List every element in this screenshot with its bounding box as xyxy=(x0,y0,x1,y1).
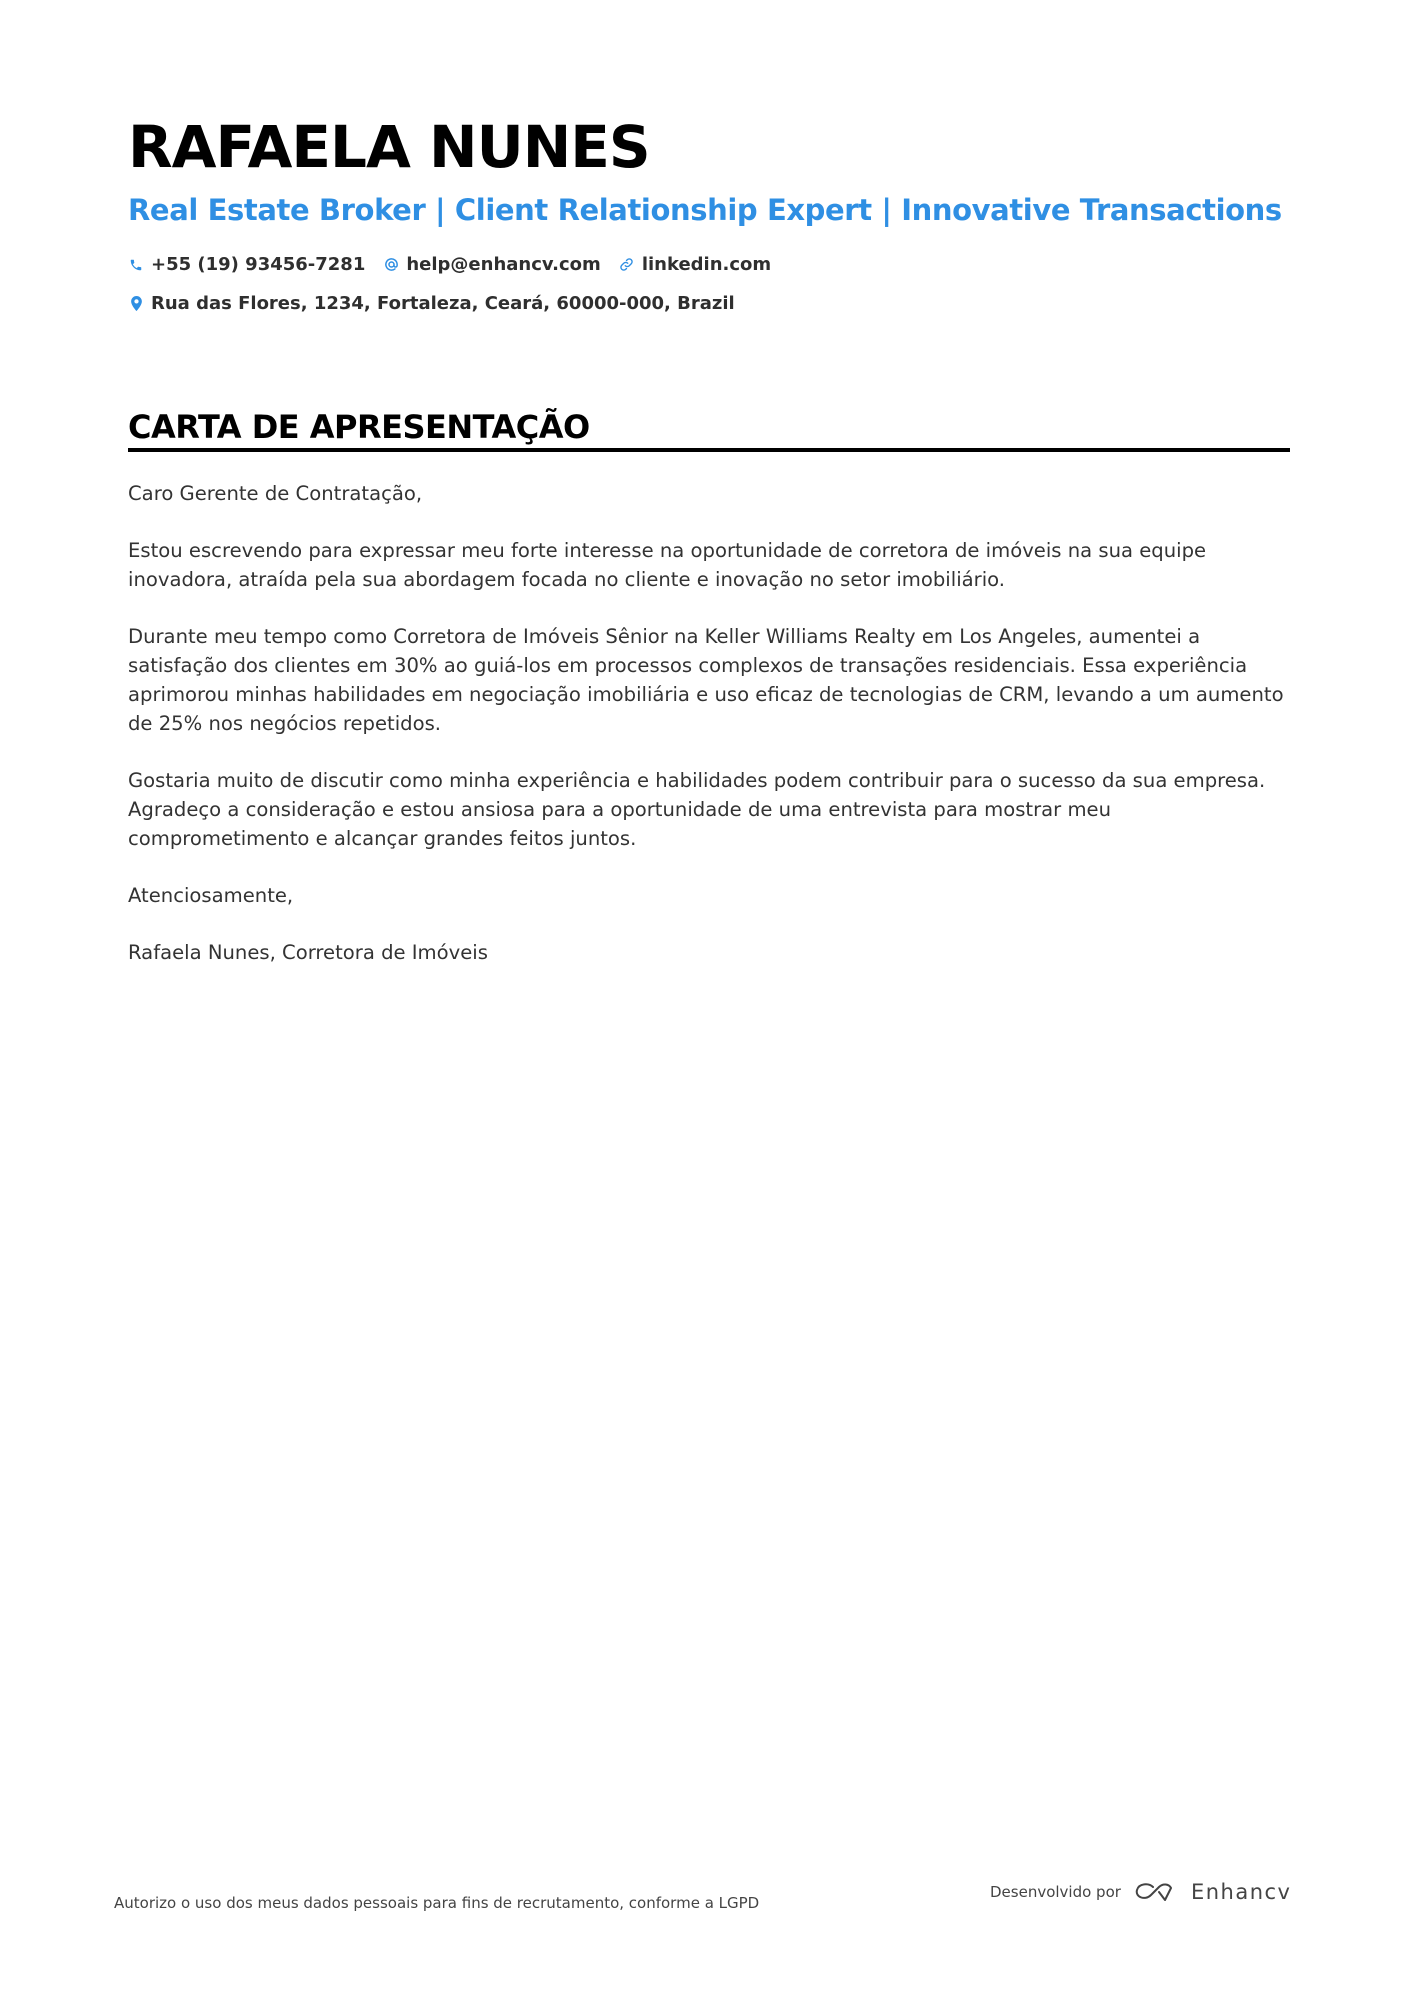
linkedin-text[interactable]: linkedin.com xyxy=(641,254,772,275)
enhancv-logo-icon xyxy=(1133,1880,1179,1904)
contact-address xyxy=(128,293,735,314)
contact-phone xyxy=(128,254,365,275)
candidate-headline: Real Estate Broker | Client Relationship Expert | Innovative Transactions xyxy=(128,193,1282,227)
phone-text: +55 (19) 93456-7281 xyxy=(151,254,366,275)
letter-paragraph: Gostaria muito de discutir como minha experiência e habilidades podem contribuir para o sucesso da sua empresa. Agradeço a consideração e estou ansiosa para a oportunidade de uma entrevista para mostrar meu comprometimento e alcançar grandes feitos juntos. xyxy=(128,769,1266,850)
section-divider xyxy=(128,448,1290,452)
powered-by-label: Desenvolvido por xyxy=(990,1883,1121,1901)
letter-signature: Rafaela Nunes, Corretora de Imóveis xyxy=(128,941,488,964)
footer-brand[interactable] xyxy=(990,1880,1291,1904)
contact-email[interactable] xyxy=(383,254,600,275)
contact-row-secondary xyxy=(128,293,753,314)
footer-consent: Autorizo o uso dos meus dados pessoais para fins de recrutamento, conforme a LGPD xyxy=(114,1894,760,1912)
letter-paragraph: Estou escrevendo para expressar meu forte interesse na oportunidade de corretora de imóveis na sua equipe inovadora, atraída pela sua abordagem focada no cliente e inovação no setor imobiliário. xyxy=(128,539,1207,591)
link-icon xyxy=(619,257,635,273)
location-pin-icon xyxy=(128,296,144,312)
at-icon xyxy=(383,257,399,273)
letter-salutation: Caro Gerente de Contratação, xyxy=(128,482,423,505)
address-text: Rua das Flores, 1234, Fortaleza, Ceará, 60000-000, Brazil xyxy=(151,293,735,314)
enhancv-brand-name: Enhancv xyxy=(1190,1880,1292,1904)
candidate-name: RAFAELA NUNES xyxy=(128,113,650,181)
email-text[interactable]: help@enhancv.com xyxy=(406,254,601,275)
letter-closing: Atenciosamente, xyxy=(128,884,294,907)
section-title: CARTA DE APRESENTAÇÃO xyxy=(128,408,590,446)
letter-body xyxy=(128,479,1290,995)
contact-linkedin[interactable] xyxy=(619,254,771,275)
contact-row-primary xyxy=(128,254,789,275)
letter-paragraph: Durante meu tempo como Corretora de Imóveis Sênior na Keller Williams Realty em Los Angeles, aumentei a satisfação dos clientes em 30% ao guiá-los em processos complexos de transações residenciais. Essa experiência aprimorou minhas habilidades em negociação imobiliária e uso eficaz de tecnologias de CRM, levando a um aumento de 25% nos negócios repetidos. xyxy=(128,625,1284,735)
phone-icon xyxy=(128,257,144,273)
